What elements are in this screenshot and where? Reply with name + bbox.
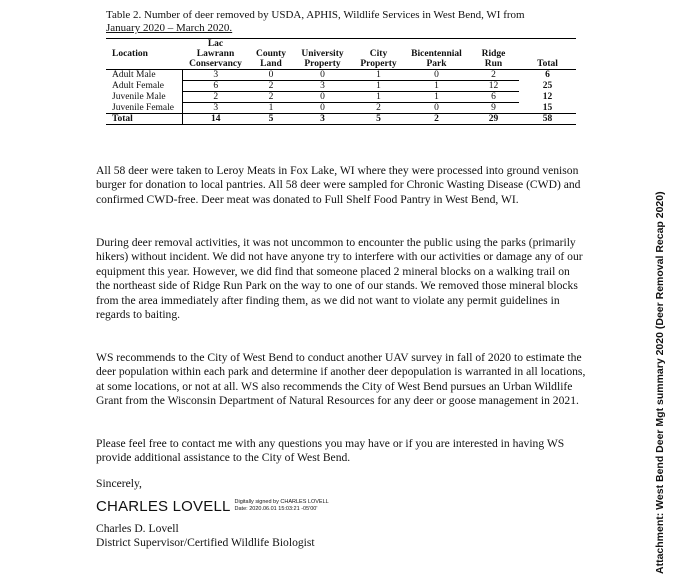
row-total: 6 (545, 70, 550, 81)
table-cell: 6 (182, 81, 249, 92)
table-cell: 3 (182, 103, 249, 114)
paragraph-recommendations: WS recommends to the City of West Bend to conduct another UAV survey in fall of 2020 to estimate the deer population within each park and determine if another deer depopulation is warranted in all locations, at some locations, or not at all. WS also recommends the City of West Bend pursues an Urban Wildlife Grant from the Wisconsin Department of Natural Resources for any deer or goose management in 2021. (96, 351, 586, 408)
digital-signature (96, 495, 329, 515)
table-cell: 1 (405, 81, 468, 92)
header-ridge-run: Ridge Run (468, 39, 519, 70)
header-total: Total (519, 39, 576, 70)
table-cell: 3 (293, 114, 352, 125)
table-cell: 0 (405, 70, 468, 81)
table-row (106, 92, 576, 103)
table-cell: 1 (249, 103, 293, 114)
table-cell: 12 (468, 81, 519, 92)
signature-meta (235, 499, 329, 513)
deer-removal-table (106, 38, 576, 125)
row-label: Juvenile Male (106, 92, 182, 103)
signature-name: CHARLES LOVELL (96, 498, 231, 515)
header-lac-lawrann: Lac Lawrann Conservancy (182, 39, 249, 70)
total-label: Total (106, 114, 182, 125)
table-cell: 2 (352, 103, 405, 114)
table-cell: 0 (293, 70, 352, 81)
table-cell: 1 (352, 92, 405, 103)
table-cell: 2 (405, 114, 468, 125)
table-cell: 29 (468, 114, 519, 125)
table-caption (106, 9, 576, 35)
table-cell: 3 (293, 81, 352, 92)
table-cell: 2 (249, 92, 293, 103)
signature-meta-line-2: Date: 2020.06.01 15:03:21 -05'00' (234, 506, 318, 512)
table-cell: 0 (405, 103, 468, 114)
table-cell: 6 (468, 92, 519, 103)
grand-total: 58 (519, 114, 576, 125)
table-cell: 1 (352, 81, 405, 92)
paragraph-processing: All 58 deer were taken to Leroy Meats in Fox Lake, WI where they were processed into ground venison burger for donation to local pantries. All 58 deer were sampled for Chronic Wasting Disease (CWD) and confirmed CWD-free. Deer meat was donated to Full Shelf Food Pantry in West Bend, WI. (96, 164, 581, 206)
row-label: Juvenile Female (106, 103, 182, 114)
table-cell: 2 (249, 81, 293, 92)
table-cell: 9 (468, 103, 519, 114)
table-cell: 14 (182, 114, 249, 125)
header-county-land: County Land (249, 39, 293, 70)
header-city-property: City Property (352, 39, 405, 70)
table-cell: 5 (352, 114, 405, 125)
table-cell: 0 (249, 70, 293, 81)
table-cell: 2 (182, 92, 249, 103)
table-cell: 5 (249, 114, 293, 125)
table-cell: 2 (468, 70, 519, 81)
table-cell: 3 (182, 70, 249, 81)
table-cell: 1 (405, 92, 468, 103)
signature-meta-line-1: Digitally signed by CHARLES LOVELL (234, 499, 329, 505)
signer-title: District Supervisor/Certified Wildlife Biologist (96, 536, 315, 549)
paragraph-public-encounters: During deer removal activities, it was not uncommon to encounter the public using the parks (primarily hikers) without incident. We did not have anyone try to interfere with our activities or damage any of our equipment this year. However, we did find that someone placed 2 mineral blocks on a walking trail on the northeast side of Ridge Run Park on the way to one of our stands. We removed those mineral blocks from the area immediately after finding them, as we did not want to violate any permit guidelines in regards to baiting. (96, 236, 583, 322)
row-label: Adult Male (106, 70, 182, 81)
table-header-row (106, 39, 576, 70)
row-total: 25 (542, 81, 553, 91)
table-cell: 0 (293, 92, 352, 103)
row-total: 15 (542, 102, 553, 113)
caption-line-2: January 2020 – March 2020. (106, 22, 233, 34)
table-row (106, 81, 576, 92)
table-row (106, 70, 576, 81)
header-university-property: University Property (293, 39, 352, 70)
table-cell: 1 (352, 70, 405, 81)
signer-name: Charles D. Lovell (96, 522, 179, 535)
closing: Sincerely, (96, 477, 142, 490)
header-bicentennial-park: Bicentennial Park (405, 39, 468, 70)
table-row (106, 103, 576, 114)
header-location: Location (106, 39, 182, 70)
caption-line-1: Table 2. Number of deer removed by USDA, APHIS, Wildlife Services in West Bend, WI from (106, 9, 525, 21)
row-label: Adult Female (106, 81, 182, 92)
table-total-row (106, 114, 576, 125)
row-total: 12 (542, 92, 553, 102)
paragraph-contact: Please feel free to contact me with any questions you may have or if you are interested in having WS provide additional assistance to the City of West Bend. (96, 437, 565, 465)
attachment-side-label: Attachment: West Bend Deer Mgt summary 2020 (Deer Removal Recap 2020) (654, 191, 666, 574)
table-cell: 0 (293, 103, 352, 114)
